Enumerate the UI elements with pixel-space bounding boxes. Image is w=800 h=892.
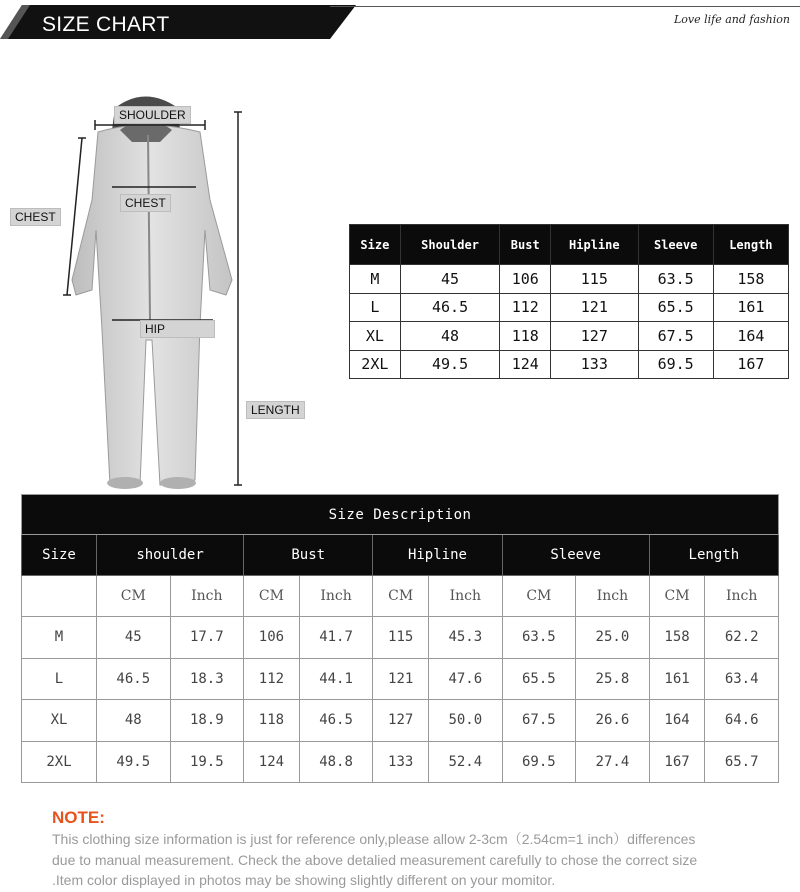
header-banner bbox=[0, 5, 356, 39]
desc-header: Bust bbox=[244, 535, 373, 576]
unit-cell: Inch bbox=[429, 576, 503, 617]
table-cell: 65.5 bbox=[638, 293, 713, 322]
table-row bbox=[350, 322, 789, 351]
table-cell: 49.5 bbox=[97, 741, 171, 783]
garment-figure bbox=[0, 80, 330, 495]
table-cell: 48 bbox=[97, 700, 171, 742]
table-cell: 127 bbox=[373, 700, 429, 742]
table-cell: 118 bbox=[244, 700, 300, 742]
size-table-header: Size bbox=[350, 225, 401, 265]
size-table-header: Sleeve bbox=[638, 225, 713, 265]
table-row bbox=[22, 658, 779, 700]
unit-cell: CM bbox=[502, 576, 576, 617]
table-cell: 161 bbox=[713, 293, 788, 322]
note-line: This clothing size information is just for reference only,please allow 2-3cm（2.54cm=1 inch）differences bbox=[52, 831, 696, 847]
table-cell: 50.0 bbox=[429, 700, 503, 742]
table-cell: 48.8 bbox=[299, 741, 373, 783]
table-cell: 45 bbox=[400, 265, 500, 294]
table-row bbox=[22, 617, 779, 659]
table-cell: 118 bbox=[500, 322, 551, 351]
tagline: Love life and fashion bbox=[673, 13, 790, 26]
desc-header: Length bbox=[649, 535, 778, 576]
table-cell: 62.2 bbox=[705, 617, 779, 659]
table-cell: 164 bbox=[713, 322, 788, 351]
table-row bbox=[22, 741, 779, 783]
table-cell: L bbox=[350, 293, 401, 322]
size-table-header: Hipline bbox=[551, 225, 638, 265]
table-cell: 106 bbox=[244, 617, 300, 659]
table-row bbox=[22, 700, 779, 742]
table-cell: 167 bbox=[713, 350, 788, 379]
table-cell: M bbox=[350, 265, 401, 294]
size-table-header: Length bbox=[713, 225, 788, 265]
table-cell: XL bbox=[350, 322, 401, 351]
table-cell: 121 bbox=[551, 293, 638, 322]
onesie-illustration bbox=[0, 80, 330, 495]
table-cell: 161 bbox=[649, 658, 705, 700]
table-cell: 47.6 bbox=[429, 658, 503, 700]
table-cell: 17.7 bbox=[170, 617, 244, 659]
table-cell: 46.5 bbox=[97, 658, 171, 700]
table-cell: 52.4 bbox=[429, 741, 503, 783]
note-line: due to manual measurement. Check the above detalied measurement carefully to chose the correct size bbox=[52, 851, 698, 868]
note-title: NOTE: bbox=[52, 808, 105, 827]
desc-header: shoulder bbox=[97, 535, 244, 576]
desc-header: Size bbox=[22, 535, 97, 576]
unit-cell: CM bbox=[649, 576, 705, 617]
table-row bbox=[350, 265, 789, 294]
table-cell: 158 bbox=[649, 617, 705, 659]
table-cell: 121 bbox=[373, 658, 429, 700]
table-cell: 45 bbox=[97, 617, 171, 659]
unit-cell: CM bbox=[244, 576, 300, 617]
shoulder-label: SHOULDER bbox=[114, 106, 191, 124]
table-cell: 69.5 bbox=[638, 350, 713, 379]
table-cell: 69.5 bbox=[502, 741, 576, 783]
table-cell: 65.7 bbox=[705, 741, 779, 783]
table-cell: 167 bbox=[649, 741, 705, 783]
size-description-title: Size Description bbox=[22, 495, 779, 535]
table-cell: 67.5 bbox=[638, 322, 713, 351]
table-cell: 25.0 bbox=[576, 617, 650, 659]
table-cell: 45.3 bbox=[429, 617, 503, 659]
page-title: SIZE CHART bbox=[42, 13, 170, 36]
table-cell: 63.4 bbox=[705, 658, 779, 700]
table-cell: 115 bbox=[551, 265, 638, 294]
chest-outer-label: CHEST bbox=[10, 208, 61, 226]
unit-cell: Inch bbox=[576, 576, 650, 617]
table-cell: XL bbox=[22, 700, 97, 742]
unit-cell: Inch bbox=[705, 576, 779, 617]
table-cell: 67.5 bbox=[502, 700, 576, 742]
table-cell: M bbox=[22, 617, 97, 659]
table-cell: 18.9 bbox=[170, 700, 244, 742]
chest-inner-label: CHEST bbox=[120, 194, 171, 212]
table-cell: 19.5 bbox=[170, 741, 244, 783]
table-cell: L bbox=[22, 658, 97, 700]
table-cell: 2XL bbox=[350, 350, 401, 379]
table-cell: 27.4 bbox=[576, 741, 650, 783]
unit-cell: CM bbox=[97, 576, 171, 617]
table-cell: 164 bbox=[649, 700, 705, 742]
table-cell: 25.8 bbox=[576, 658, 650, 700]
table-cell: 65.5 bbox=[502, 658, 576, 700]
desc-units-row bbox=[22, 576, 779, 617]
desc-units-blank bbox=[22, 576, 97, 617]
table-cell: 49.5 bbox=[400, 350, 500, 379]
table-cell: 106 bbox=[500, 265, 551, 294]
header-rule bbox=[330, 6, 800, 7]
table-cell: 41.7 bbox=[299, 617, 373, 659]
note-line: .Item color displayed in photos may be showing slightly different on your momitor. bbox=[52, 872, 556, 888]
table-cell: 133 bbox=[373, 741, 429, 783]
table-cell: 112 bbox=[500, 293, 551, 322]
table-cell: 44.1 bbox=[299, 658, 373, 700]
table-cell: 112 bbox=[244, 658, 300, 700]
unit-cell: Inch bbox=[299, 576, 373, 617]
size-table-header: Bust bbox=[500, 225, 551, 265]
table-row bbox=[350, 293, 789, 322]
table-cell: 63.5 bbox=[638, 265, 713, 294]
table-row bbox=[350, 350, 789, 379]
table-cell: 124 bbox=[500, 350, 551, 379]
table-cell: 63.5 bbox=[502, 617, 576, 659]
note-text bbox=[52, 829, 792, 891]
table-cell: 2XL bbox=[22, 741, 97, 783]
table-cell: 115 bbox=[373, 617, 429, 659]
unit-cell: CM bbox=[373, 576, 429, 617]
table-cell: 158 bbox=[713, 265, 788, 294]
table-cell: 124 bbox=[244, 741, 300, 783]
size-table-header: Shoulder bbox=[400, 225, 500, 265]
desc-header: Sleeve bbox=[502, 535, 649, 576]
table-cell: 64.6 bbox=[705, 700, 779, 742]
length-label: LENGTH bbox=[246, 401, 305, 419]
size-table bbox=[349, 224, 789, 379]
table-cell: 133 bbox=[551, 350, 638, 379]
hip-label: HIP bbox=[140, 320, 215, 338]
table-cell: 46.5 bbox=[299, 700, 373, 742]
table-cell: 127 bbox=[551, 322, 638, 351]
desc-header-row bbox=[22, 535, 779, 576]
size-table-header-row bbox=[350, 225, 789, 265]
unit-cell: Inch bbox=[170, 576, 244, 617]
desc-header: Hipline bbox=[373, 535, 502, 576]
table-cell: 18.3 bbox=[170, 658, 244, 700]
table-cell: 26.6 bbox=[576, 700, 650, 742]
size-description-table bbox=[21, 494, 779, 783]
table-cell: 48 bbox=[400, 322, 500, 351]
table-cell: 46.5 bbox=[400, 293, 500, 322]
